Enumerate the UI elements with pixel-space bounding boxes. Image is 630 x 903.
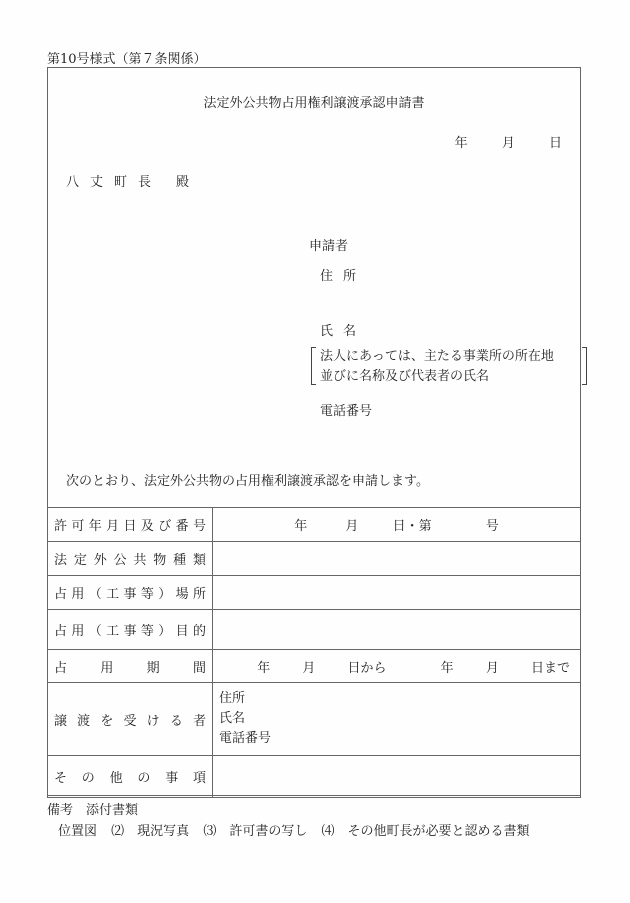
other-value-field[interactable]	[213, 756, 581, 798]
transferee-name-label: 氏名	[219, 711, 246, 726]
corporate-note	[311, 347, 587, 385]
transferee-value-field[interactable]	[213, 683, 581, 756]
permit-value-field[interactable]	[213, 508, 581, 542]
place-label: 占用（工事等）場所	[48, 576, 213, 610]
purpose-label: 占用（工事等）目的	[48, 610, 213, 650]
period-from-day: 日から	[347, 660, 387, 676]
application-form-frame	[47, 67, 581, 796]
corporate-note-line2: 並びに名称及び代表者の氏名	[320, 369, 490, 384]
attachment-item-4: ⑷ その他町長が必要と認める書類	[321, 824, 530, 839]
date-month: 月	[501, 136, 515, 151]
period-to-day: 日まで	[530, 660, 570, 676]
remarks-attachments	[58, 820, 539, 839]
type-label: 法定外公共物種類	[48, 542, 213, 576]
attachment-item-2: ⑵ 現況写真	[111, 824, 190, 839]
table-row-transferee	[48, 683, 581, 756]
corporate-note-line1: 法人にあっては、主たる事業所の所在地	[320, 349, 554, 364]
table-row-other	[48, 756, 581, 798]
period-from-month: 月	[302, 660, 316, 676]
table-row-permit	[48, 508, 581, 542]
period-to-year: 年	[440, 660, 454, 676]
application-statement: 次のとおり、法定外公共物の占用権利譲渡承認を申請します。	[66, 474, 429, 489]
form-number-label: 第10号様式（第７条関係）	[47, 52, 207, 67]
applicant-address-label: 住所	[320, 269, 367, 284]
table-row-period	[48, 650, 581, 683]
date-year: 年	[454, 136, 468, 151]
attachment-item-3: ⑶ 許可書の写し	[203, 824, 308, 839]
applicant-phone-label: 電話番号	[320, 404, 373, 419]
addressee-name: 八丈町長	[66, 175, 163, 190]
permit-year: 年	[294, 519, 308, 534]
addressee-honorific: 殿	[176, 175, 190, 190]
addressee	[66, 171, 189, 190]
table-row-place	[48, 576, 581, 610]
permit-day-number: 日・第	[392, 519, 432, 534]
application-date	[431, 132, 562, 151]
attachment-item-1: 位置図	[58, 824, 98, 839]
period-label: 占用期間	[48, 650, 213, 683]
place-value-field[interactable]	[213, 576, 581, 610]
table-row-purpose	[48, 610, 581, 650]
table-row-type	[48, 542, 581, 576]
other-label: その他の事項	[48, 756, 213, 798]
permit-label: 許可年月日及び番号	[48, 508, 213, 542]
transferee-address-label: 住所	[219, 691, 246, 706]
purpose-value-field[interactable]	[213, 610, 581, 650]
date-day: 日	[548, 136, 562, 151]
applicant-heading: 申請者	[309, 239, 349, 254]
permit-number-suffix: 号	[485, 519, 499, 534]
form-title: 法定外公共物占用権利譲渡承認申請書	[203, 96, 425, 111]
period-value-field[interactable]	[213, 650, 581, 683]
transferee-label: 譲渡を受ける者	[48, 683, 213, 756]
period-from-year: 年	[257, 660, 271, 676]
details-table	[47, 507, 581, 798]
type-value-field[interactable]	[213, 542, 581, 576]
applicant-name-label: 氏名	[320, 324, 367, 339]
period-to-month: 月	[485, 660, 499, 676]
transferee-phone-label: 電話番号	[219, 731, 272, 746]
remarks-heading: 備考 添付書類	[47, 803, 139, 818]
permit-month: 月	[345, 519, 359, 534]
